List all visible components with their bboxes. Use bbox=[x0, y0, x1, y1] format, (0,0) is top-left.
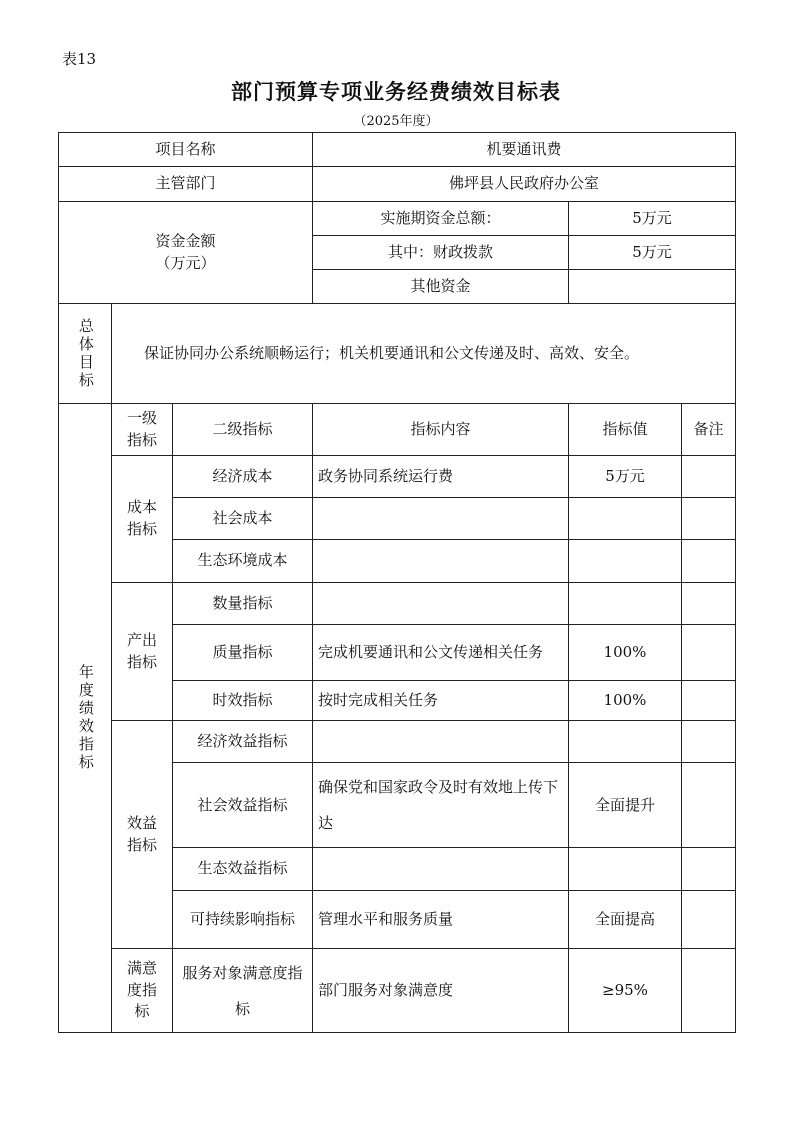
other-funds-value bbox=[568, 269, 736, 304]
indicator-row-value bbox=[568, 720, 682, 763]
group-satisfaction: 满意度指标 bbox=[111, 948, 173, 1033]
page-title: 部门预算专项业务经费绩效目标表 bbox=[231, 79, 561, 104]
indicator-row-note bbox=[681, 890, 736, 949]
indicator-row-value: 5万元 bbox=[568, 455, 682, 498]
indicator-row-content: 完成机要通讯和公文传递相关任务 bbox=[312, 624, 569, 681]
dept-value: 佛坪县人民政府办公室 bbox=[312, 166, 736, 202]
indicator-row-value: 100% bbox=[568, 624, 682, 681]
indicator-row-value bbox=[568, 847, 682, 891]
indicator-row-content bbox=[312, 582, 569, 625]
indicator-row-content bbox=[312, 847, 569, 891]
indicator-row-content: 按时完成相关任务 bbox=[312, 680, 569, 721]
funds-label: 资金金额 （万元） bbox=[58, 201, 313, 304]
total-funds-value: 5万元 bbox=[568, 201, 736, 236]
annual-indicators-label: 年度绩效指标 bbox=[58, 403, 112, 1033]
indicator-row-content bbox=[312, 497, 569, 540]
indicator-row-value: ≥95% bbox=[568, 948, 682, 1033]
indicator-row-content: 部门服务对象满意度 bbox=[312, 948, 569, 1033]
indicator-row-note bbox=[681, 720, 736, 763]
group-cost: 成本指标 bbox=[111, 455, 173, 583]
indicator-row-level2: 服务对象满意度指标 bbox=[172, 948, 313, 1033]
goal-text: 保证协同办公系统顺畅运行；机关机要通讯和公文传递及时、高效、安全。 bbox=[111, 303, 736, 404]
indicator-row-value: 全面提升 bbox=[568, 762, 682, 848]
total-funds-label: 实施期资金总额： bbox=[312, 201, 569, 236]
indicator-row-note bbox=[681, 948, 736, 1033]
indicator-row-value bbox=[568, 497, 682, 540]
indicator-row-note bbox=[681, 539, 736, 583]
indicator-row-note bbox=[681, 497, 736, 540]
indicator-row-level2: 生态环境成本 bbox=[172, 539, 313, 583]
group-benefit: 效益指标 bbox=[111, 720, 173, 949]
indicator-row-level2: 社会成本 bbox=[172, 497, 313, 540]
indicator-row-level2: 生态效益指标 bbox=[172, 847, 313, 891]
indicator-row-value: 100% bbox=[568, 680, 682, 721]
indicator-row-level2: 社会效益指标 bbox=[172, 762, 313, 848]
group-output: 产出指标 bbox=[111, 582, 173, 721]
header-value: 指标值 bbox=[568, 403, 682, 456]
year-label: （2025年度） bbox=[353, 114, 439, 129]
indicator-row-note bbox=[681, 582, 736, 625]
indicator-row-value bbox=[568, 539, 682, 583]
indicator-row-content bbox=[312, 539, 569, 583]
indicator-row-note bbox=[681, 680, 736, 721]
header-level2: 二级指标 bbox=[172, 403, 313, 456]
indicator-row-content bbox=[312, 720, 569, 763]
header-content: 指标内容 bbox=[312, 403, 569, 456]
indicator-row-note bbox=[681, 455, 736, 498]
indicator-row-level2: 可持续影响指标 bbox=[172, 890, 313, 949]
indicator-row-value bbox=[568, 582, 682, 625]
table-number: 表13 bbox=[62, 50, 97, 68]
indicator-row-content: 管理水平和服务质量 bbox=[312, 890, 569, 949]
indicator-row-level2: 经济成本 bbox=[172, 455, 313, 498]
indicator-row-note bbox=[681, 762, 736, 848]
indicator-row-level2: 数量指标 bbox=[172, 582, 313, 625]
goal-label: 总体目标 bbox=[58, 303, 112, 404]
other-funds-label: 其他资金 bbox=[312, 269, 569, 304]
indicator-row-level2: 经济效益指标 bbox=[172, 720, 313, 763]
indicator-row-content: 政务协同系统运行费 bbox=[312, 455, 569, 498]
header-level1: 一级指标 bbox=[111, 403, 173, 456]
indicator-row-note bbox=[681, 847, 736, 891]
fiscal-funds-value: 5万元 bbox=[568, 235, 736, 270]
fiscal-funds-label: 其中：财政拨款 bbox=[312, 235, 569, 270]
indicator-row-level2: 时效指标 bbox=[172, 680, 313, 721]
indicator-row-note bbox=[681, 624, 736, 681]
project-name-value: 机要通讯费 bbox=[312, 132, 736, 167]
indicator-row-content: 确保党和国家政令及时有效地上传下达 bbox=[312, 762, 569, 848]
indicator-row-level2: 质量指标 bbox=[172, 624, 313, 681]
header-note: 备注 bbox=[681, 403, 736, 456]
dept-label: 主管部门 bbox=[58, 166, 313, 202]
project-name-label: 项目名称 bbox=[58, 132, 313, 167]
indicator-row-value: 全面提高 bbox=[568, 890, 682, 949]
